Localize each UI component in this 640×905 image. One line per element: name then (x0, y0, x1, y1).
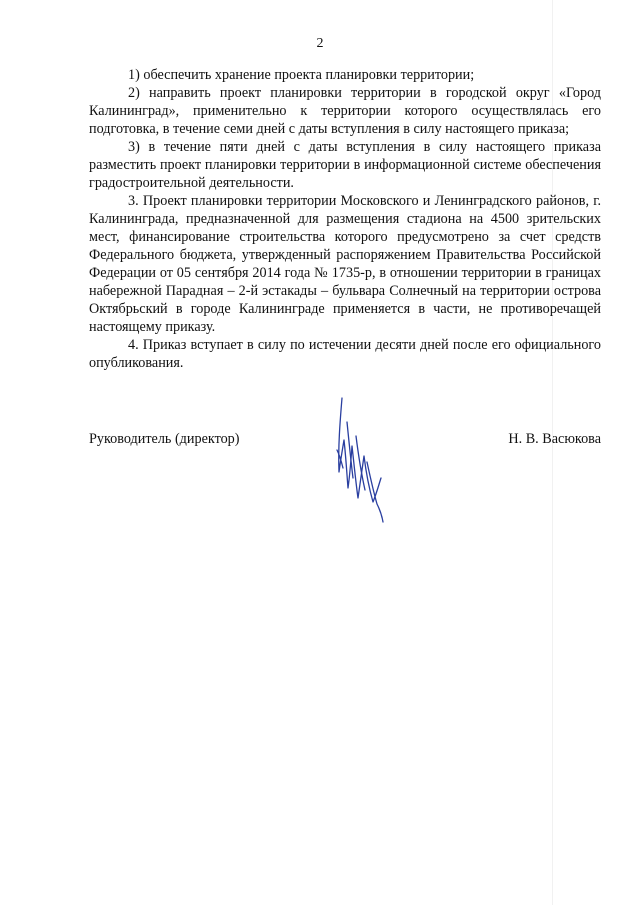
handwritten-signature (325, 392, 395, 532)
signer-title: Руководитель (директор) (89, 431, 240, 447)
signature-strokes (337, 398, 383, 522)
paragraph-2: 2) направить проект планировки территории в городской округ «Город Калининград», применительно к территории которого осуществлялась его подготовка, в течение семи дней с даты вступления в силу настоящего приказа; (89, 85, 601, 137)
signer-name: Н. В. Васюкова (508, 431, 601, 447)
page-number: 2 (316, 36, 324, 51)
document-body (89, 66, 601, 372)
paragraph-5: 4. Приказ вступает в силу по истечении десяти дней после его официального опубликования. (89, 337, 601, 371)
paragraph-3: 3) в течение пяти дней с даты вступления в силу настоящего приказа разместить проект планировки территории в информационной системе обеспечения градостроительной деятельности. (89, 139, 601, 191)
paragraph-1: 1) обеспечить хранение проекта планировки территории; (128, 67, 475, 83)
paragraph-4: 3. Проект планировки территории Московского и Ленинградского районов, г. Калининграда, предназначенной для размещения стадиона на 4500 зрительских мест, финансирование строительства которого предусмотрено за счет средств Федерального бюджета, утвержденный распоряжением Правительства Российской Федерации от 05 сентября 2014 года № 1735-р, в отношении территории в границах набережной Парадная – 2-й эстакады – бульвара Солнечный на территории острова Октябрьский в городе Калининграде применяется в части, не противоречащей настоящему приказу. (89, 193, 601, 335)
